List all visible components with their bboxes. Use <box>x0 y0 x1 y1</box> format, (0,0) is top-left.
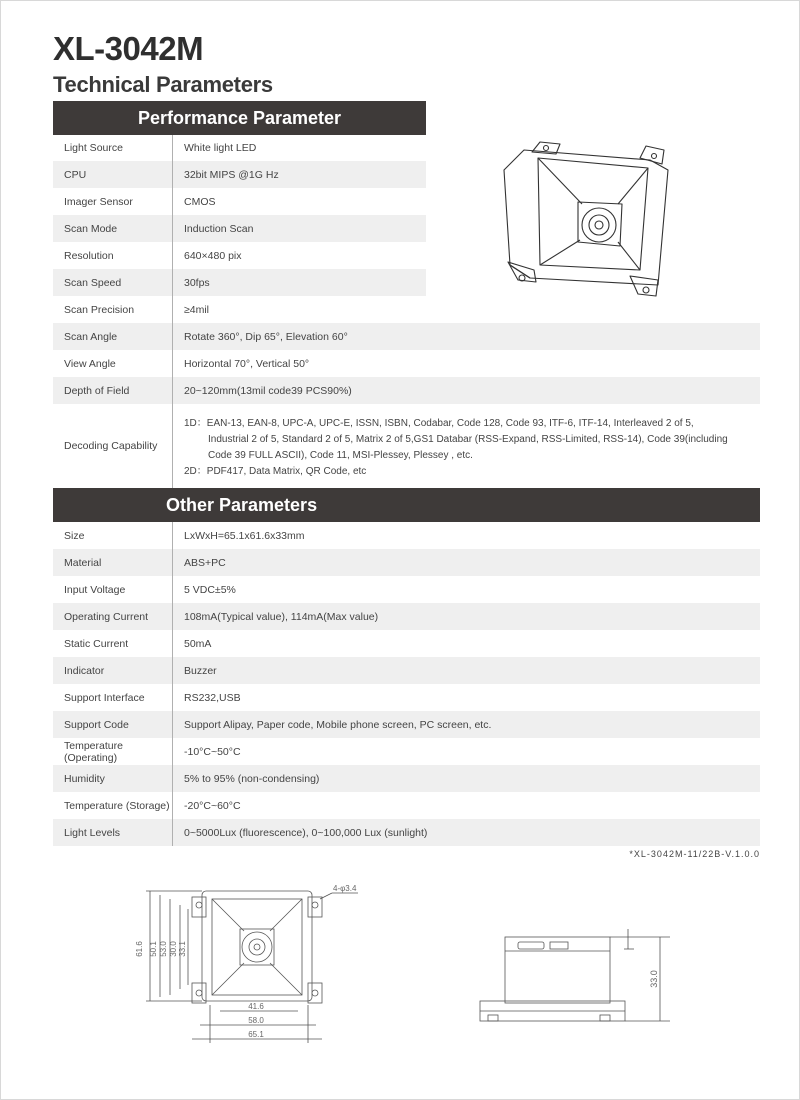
product-model-title: XL-3042M <box>53 30 204 67</box>
spec-label: Support Interface <box>53 684 173 711</box>
spec-label: Scan Mode <box>53 215 173 242</box>
spec-value: Buzzer <box>184 664 217 677</box>
spec-label: Light Source <box>53 135 173 161</box>
spec-label: View Angle <box>53 350 173 377</box>
spec-row-static-current <box>53 630 760 657</box>
spec-value: ABS+PC <box>184 556 226 569</box>
spec-value: White light LED <box>184 142 257 154</box>
decoding-1d-line-continued: Industrial 2 of 5, Standard 2 of 5, Matrix 2 of 5,GS1 Databar (RSS-Expand, RSS-Limited, RSS-14), Code 39(including <box>208 434 728 445</box>
spec-value: 32bit MIPS @1G Hz <box>184 168 279 181</box>
dimension-width-inner: 41.6 <box>248 1002 264 1011</box>
front-view-dimension-drawing <box>130 885 370 1050</box>
decoding-capability-value <box>173 404 760 488</box>
spec-label: Static Current <box>53 630 173 657</box>
spec-label: Humidity <box>53 765 173 792</box>
spec-row-operating-current <box>53 603 760 630</box>
spec-label: Material <box>53 549 173 576</box>
spec-value: 50mA <box>184 637 212 650</box>
spec-label: Temperature (Operating) <box>53 738 173 765</box>
dimension-width-overall: 65.1 <box>248 1030 264 1039</box>
spec-row-decoding-capability <box>53 404 760 488</box>
spec-row-temperature-operating <box>53 738 760 765</box>
spec-row-size <box>53 522 760 549</box>
spec-value: -20°C~60°C <box>184 799 241 812</box>
spec-row-light-source <box>53 135 426 161</box>
spec-value: 108mA(Typical value), 114mA(Max value) <box>184 610 379 623</box>
spec-row-resolution <box>53 242 426 269</box>
spec-value: ≥4mil <box>184 303 210 316</box>
spec-row-scan-mode <box>53 215 426 242</box>
spec-row-scan-precision <box>53 296 426 323</box>
dimension-height-4: 30.0 <box>169 941 178 957</box>
spec-row-light-levels <box>53 819 760 846</box>
spec-label: Resolution <box>53 242 173 269</box>
dimension-height-5: 33.1 <box>178 941 187 957</box>
dimension-width-mount: 58.0 <box>248 1016 264 1025</box>
spec-row-humidity <box>53 765 760 792</box>
spec-value: 5% to 95% (non-condensing) <box>184 772 320 785</box>
spec-value: 30fps <box>184 276 210 289</box>
dimension-height-overall: 61.6 <box>135 941 144 957</box>
spec-row-view-angle <box>53 350 760 377</box>
spec-label: Scan Precision <box>53 296 173 323</box>
spec-label: Support Code <box>53 711 173 738</box>
spec-value: 20~120mm(13mil code39 PCS90%) <box>184 384 352 397</box>
spec-value: Induction Scan <box>184 222 254 235</box>
spec-value: LxWxH=65.1x61.6x33mm <box>184 529 305 542</box>
dimension-depth: 33.0 <box>649 970 659 988</box>
spec-value: CMOS <box>184 195 216 208</box>
spec-value: RS232,USB <box>184 691 241 704</box>
scanner-product-illustration <box>490 130 690 310</box>
spec-row-cpu <box>53 161 426 188</box>
spec-label: Depth of Field <box>53 377 173 404</box>
decoding-2d-line: 2D：PDF417, Data Matrix, QR Code, etc <box>184 466 367 477</box>
spec-label: CPU <box>53 161 173 188</box>
spec-value: 640×480 pix <box>184 249 242 262</box>
spec-row-input-voltage <box>53 576 760 603</box>
spec-row-depth-of-field <box>53 377 760 404</box>
spec-row-temperature-storage <box>53 792 760 819</box>
spec-value: Horizontal 70°, Vertical 50° <box>184 357 310 370</box>
spec-row-indicator <box>53 657 760 684</box>
spec-value: 5 VDC±5% <box>184 583 236 596</box>
spec-label: Scan Angle <box>53 323 173 350</box>
spec-value: Rotate 360°, Dip 65°, Elevation 60° <box>184 330 348 343</box>
spec-label: Size <box>53 522 173 549</box>
spec-row-scan-angle <box>53 323 760 350</box>
other-section-header: Other Parameters <box>53 488 760 522</box>
spec-value: Support Alipay, Paper code, Mobile phone screen, PC screen, etc. <box>184 718 492 731</box>
spec-label: Scan Speed <box>53 269 173 296</box>
decoding-1d-line: 1D：EAN-13, EAN-8, UPC-A, UPC-E, ISSN, ISBN, Codabar, Code 128, Code 93, ITF-6, ITF-14, Interleaved 2 of 5, <box>184 418 694 429</box>
spec-row-support-interface <box>53 684 760 711</box>
spec-row-support-code <box>53 711 760 738</box>
dimension-height-2: 50.1 <box>149 941 158 957</box>
performance-section-header: Performance Parameter <box>53 101 426 135</box>
side-view-dimension-drawing <box>470 915 680 1030</box>
spec-label: Indicator <box>53 657 173 684</box>
spec-row-imager-sensor <box>53 188 426 215</box>
spec-label: Temperature (Storage) <box>53 792 173 819</box>
dimension-height-3: 53.0 <box>159 941 168 957</box>
spec-value: -10°C~50°C <box>184 745 241 758</box>
spec-row-scan-speed <box>53 269 426 296</box>
technical-parameters-subtitle: Technical Parameters <box>53 72 273 97</box>
dimension-mounting-hole: 4-φ3.4 <box>333 885 357 893</box>
spec-label: Light Levels <box>53 819 173 846</box>
spec-label: Imager Sensor <box>53 188 173 215</box>
spec-row-material <box>53 549 760 576</box>
spec-label: Decoding Capability <box>53 404 173 488</box>
spec-label: Input Voltage <box>53 576 173 603</box>
spec-label: Operating Current <box>53 603 173 630</box>
spec-value: 0~5000Lux (fluorescence), 0~100,000 Lux (sunlight) <box>184 826 428 839</box>
decoding-1d-line-continued: Code 39 FULL ASCII), Code 11, MSI-Plessey, Plessey , etc. <box>208 450 473 461</box>
document-version-footnote: *XL-3042M-11/22B-V.1.0.0 <box>629 849 760 859</box>
